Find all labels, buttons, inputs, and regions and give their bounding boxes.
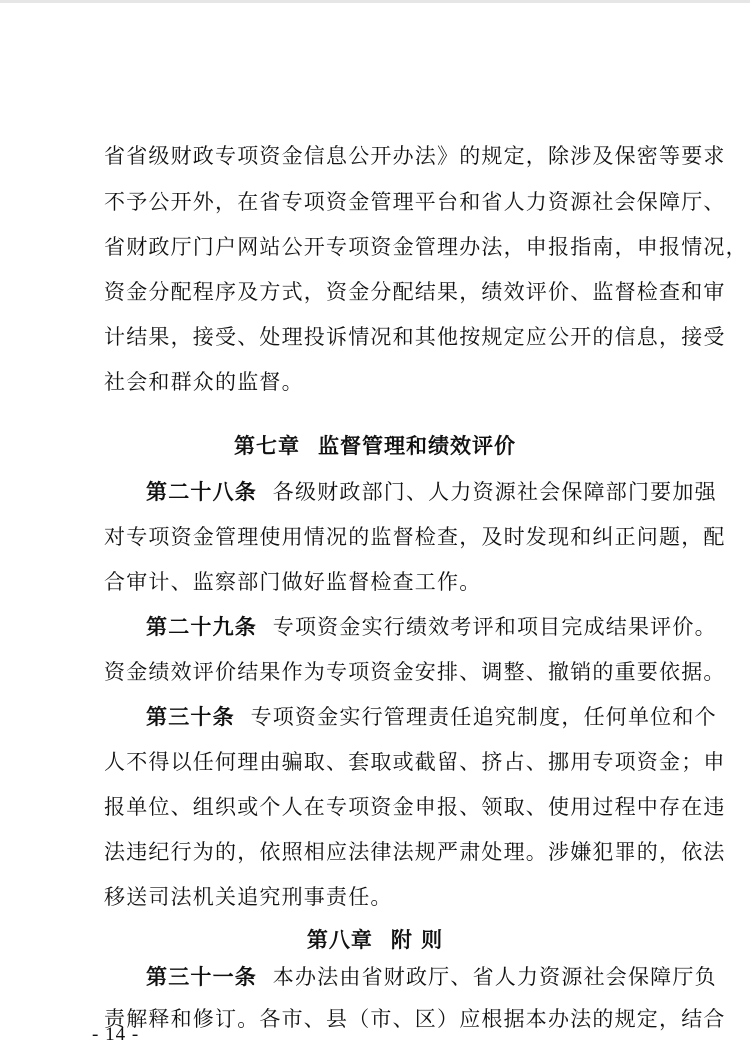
scan-top-edge xyxy=(0,0,750,3)
chapter-8-number: 第八章 xyxy=(306,928,373,952)
intro-line-5: 计结果，接受、处理投诉情况和其他按规定应公开的信息，接受 xyxy=(104,325,726,349)
article-31-label: 第三十一条 xyxy=(146,965,257,989)
article-28-first-line xyxy=(146,477,717,507)
article-30-line-3: 报单位、组织或个人在专项资金申报、领取、使用过程中存在违 xyxy=(104,795,726,819)
article-28-text: 各级财政部门、人力资源社会保障部门要加强 xyxy=(272,480,717,504)
chapter-7-heading xyxy=(0,431,750,461)
page-number: - 14 - xyxy=(92,1024,140,1045)
article-30-first-line xyxy=(146,702,717,732)
chapter-7-title: 监督管理和绩效评价 xyxy=(318,434,516,458)
article-30-line-2: 人不得以任何理由骗取、套取或截留、挤占、挪用专项资金；申 xyxy=(104,750,726,774)
article-28-line-3: 合审计、监察部门做好监督检查工作。 xyxy=(104,570,482,594)
chapter-7-number: 第七章 xyxy=(234,434,300,458)
chapter-8-heading xyxy=(0,925,750,955)
article-31-line-2: 责解释和修订。各市、县（市、区）应根据本办法的规定，结合 xyxy=(104,1007,726,1031)
intro-line-6: 社会和群众的监督。 xyxy=(104,370,304,394)
chapter-8-title: 附 则 xyxy=(390,928,444,952)
article-31-first-line xyxy=(146,962,717,992)
intro-line-3: 省财政厅门户网站公开专项资金管理办法，申报指南，申报情况， xyxy=(104,235,748,259)
intro-line-1: 省省级财政专项资金信息公开办法》的规定，除涉及保密等要求 xyxy=(104,144,726,168)
intro-line-2: 不予公开外，在省专项资金管理平台和省人力资源社会保障厅、 xyxy=(104,190,726,214)
article-31-text: 本办法由省财政厅、省人力资源社会保障厅负 xyxy=(272,965,717,989)
article-30-line-4: 法违纪行为的，依照相应法律法规严肃处理。涉嫌犯罪的，依法 xyxy=(104,840,726,864)
article-29-first-line xyxy=(146,612,717,642)
intro-line-4: 资金分配程序及方式，资金分配结果，绩效评价、监督检查和审 xyxy=(104,280,726,304)
article-30-line-5: 移送司法机关追究刑事责任。 xyxy=(104,885,393,909)
article-30-label: 第三十条 xyxy=(146,705,235,729)
article-28-line-2: 对专项资金管理使用情况的监督检查，及时发现和纠正问题，配 xyxy=(104,525,726,549)
article-29-line-2: 资金绩效评价结果作为专项资金安排、调整、撤销的重要依据。 xyxy=(104,660,726,684)
article-28-label: 第二十八条 xyxy=(146,480,257,504)
article-29-label: 第二十九条 xyxy=(146,615,257,639)
article-29-text: 专项资金实行绩效考评和项目完成结果评价。 xyxy=(272,615,717,639)
article-30-text: 专项资金实行管理责任追究制度，任何单位和个 xyxy=(250,705,717,729)
